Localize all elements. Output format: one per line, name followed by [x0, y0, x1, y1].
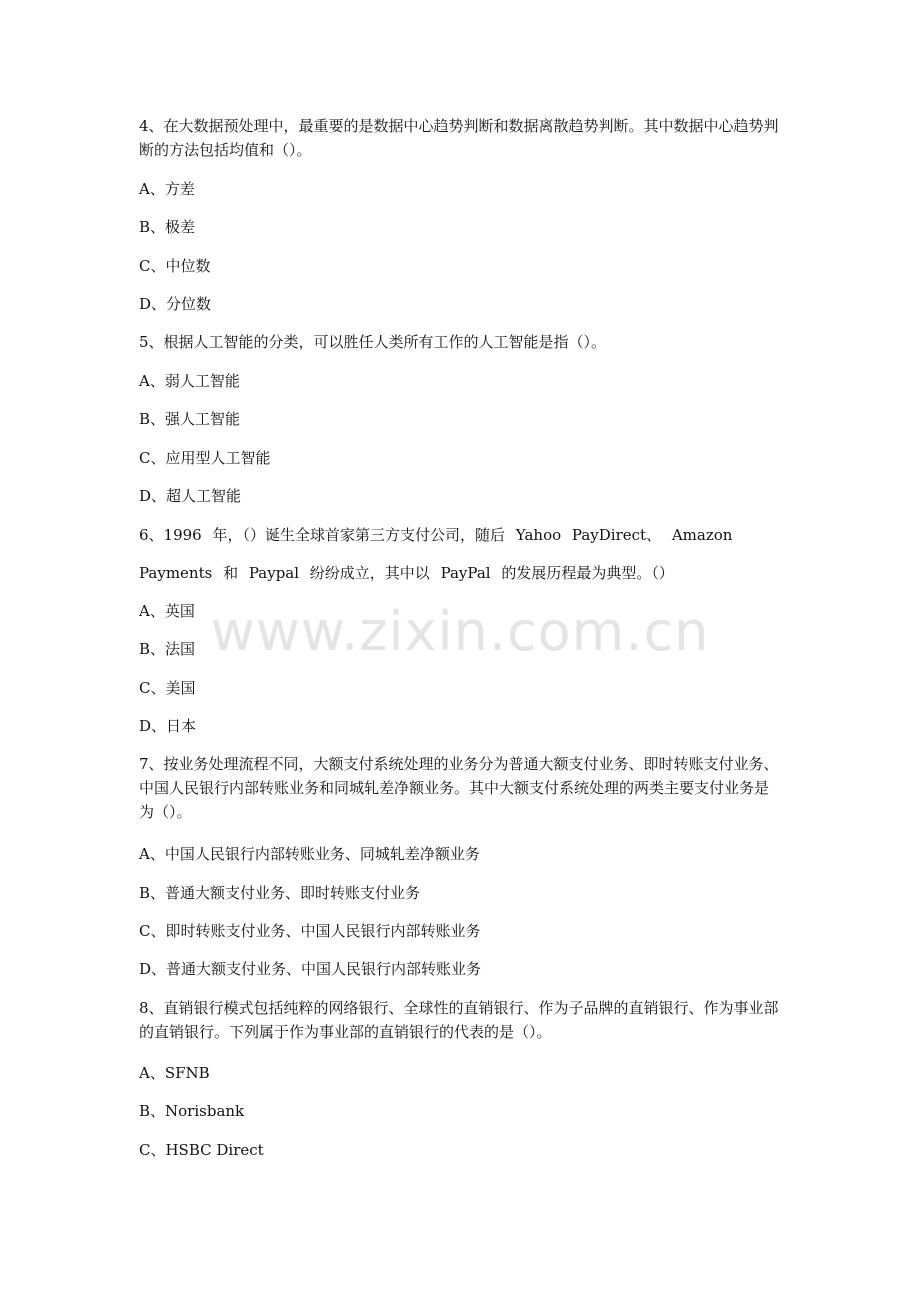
question-6-stem-line2: Payments 和 Paypal 纷纷成立，其中以 PayPal 的发展历程最为典型。（） [139, 564, 674, 582]
question-5-option-a: A、弱人工智能 [139, 372, 240, 390]
question-4-option-d: D、分位数 [139, 295, 212, 313]
question-6-option-d: D、日本 [139, 717, 197, 735]
question-5-option-b: B、强人工智能 [139, 410, 241, 428]
question-6-stem-line1: 6、1996 年，（）诞生全球首家第三方支付公司，随后 Yahoo PayDirect、 Amazon [139, 526, 733, 544]
question-5-option-c: C、应用型人工智能 [139, 449, 271, 467]
question-8-stem: 8、直销银行模式包括纯粹的网络银行、全球性的直销银行、作为子品牌的直销银行、作为事业部的直销银行。下列属于作为事业部的直销银行的代表的是（）。 [139, 999, 779, 1041]
question-7-option-b: B、普通大额支付业务、即时转账支付业务 [139, 884, 421, 902]
question-7-option-d: D、普通大额支付业务、中国人民银行内部转账业务 [139, 960, 482, 978]
question-7-option-a: A、中国人民银行内部转账业务、同城轧差净额业务 [139, 845, 480, 863]
question-6-option-c: C、美国 [139, 679, 196, 697]
question-4-option-c: C、中位数 [139, 257, 211, 275]
question-6-option-a: A、英国 [139, 602, 195, 620]
question-8-option-a: A、SFNB [139, 1064, 210, 1082]
question-8-option-b: B、Norisbank [139, 1102, 245, 1120]
question-5-option-d: D、超人工智能 [139, 487, 242, 505]
watermark: www.zixin.com.cn [210, 600, 710, 663]
question-6-option-b: B、法国 [139, 640, 196, 658]
question-4-option-b: B、极差 [139, 218, 196, 236]
question-4-option-a: A、方差 [139, 180, 195, 198]
question-7-option-c: C、即时转账支付业务、中国人民银行内部转账业务 [139, 922, 481, 940]
question-5-stem: 5、根据人工智能的分类，可以胜任人类所有工作的人工智能是指（）。 [139, 333, 607, 351]
question-7-stem: 7、按业务处理流程不同，大额支付系统处理的业务分为普通大额支付业务、即时转账支付业务、中国人民银行内部转账业务和同城轧差净额业务。其中大额支付系统处理的两类主要支付业务是为（）。 [139, 755, 779, 821]
question-8-option-c: C、HSBC Direct [139, 1141, 264, 1159]
question-4-stem: 4、在大数据预处理中，最重要的是数据中心趋势判断和数据离散趋势判断。其中数据中心趋势判断的方法包括均值和（）。 [139, 117, 779, 159]
